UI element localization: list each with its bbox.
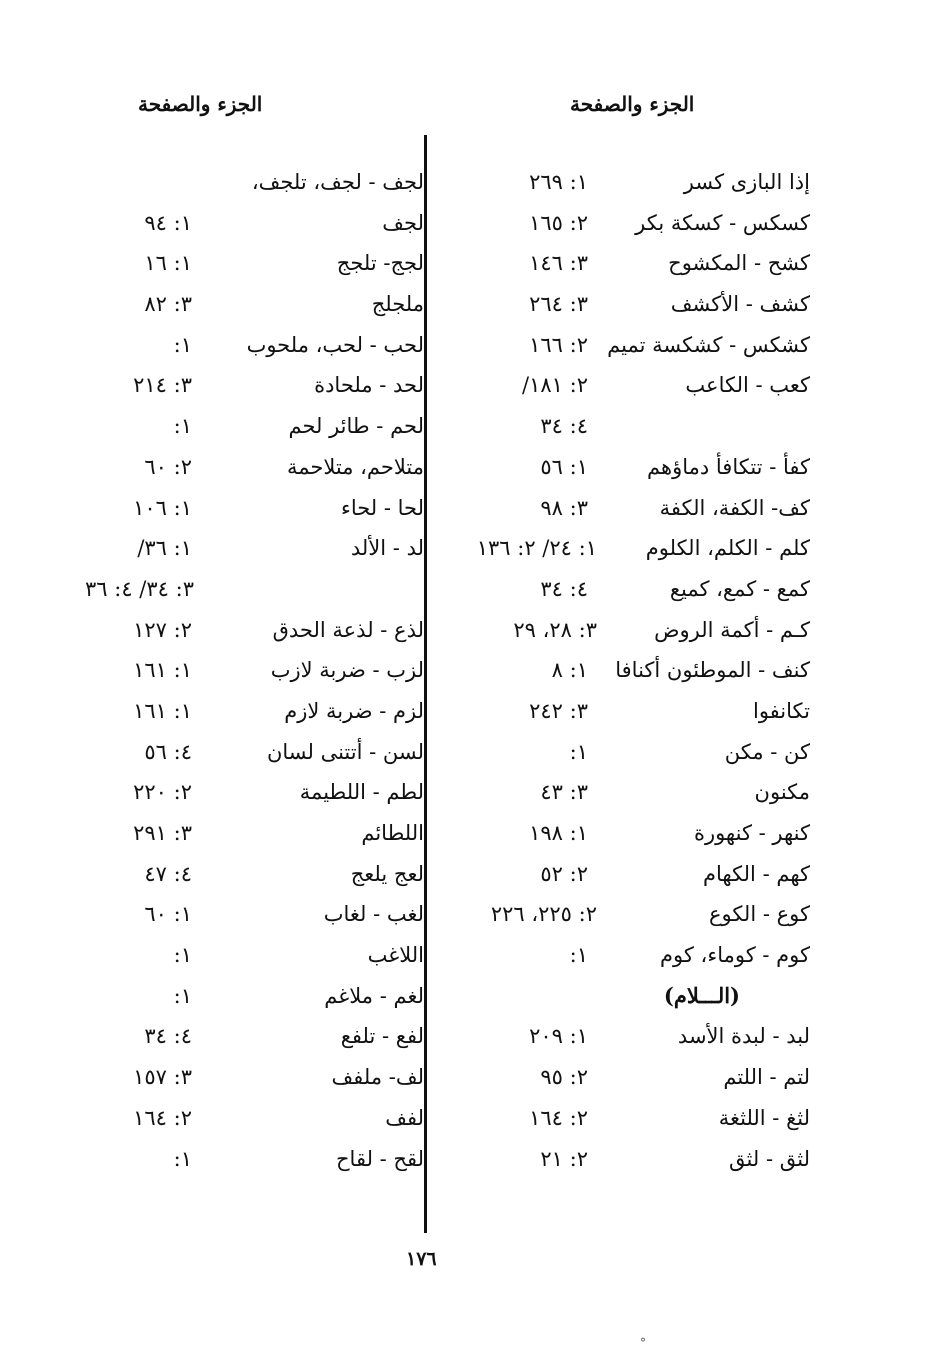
entry-volume-page: ٤: ٣٤ bbox=[540, 576, 588, 601]
entry-term: ملجلج bbox=[371, 292, 424, 317]
entry-term: لثغ - اللثغة bbox=[718, 1105, 810, 1130]
entry-volume-page: ١: bbox=[569, 739, 588, 764]
right-index-column bbox=[440, 162, 810, 1179]
entry-term: لجج- تلجج bbox=[336, 251, 424, 276]
right-index-entry bbox=[440, 976, 810, 1017]
right-index-entry bbox=[440, 1016, 810, 1057]
left-index-entry bbox=[60, 569, 424, 610]
entry-term: كنهر - كنهورة bbox=[693, 821, 810, 845]
entry-term: لثق - لثق bbox=[729, 1146, 810, 1171]
entry-volume-page: ٣: ٨٢ bbox=[144, 292, 192, 317]
entry-term: لحد - ملحادة bbox=[314, 373, 424, 398]
left-index-entry bbox=[60, 691, 424, 732]
left-index-entry bbox=[60, 1016, 424, 1057]
entry-volume-page: ١: ١٦١ bbox=[133, 658, 192, 683]
entry-volume-page: ٣: ١٤٦ bbox=[529, 251, 588, 276]
entry-volume-page: ٢: ٦٠ bbox=[144, 454, 192, 479]
left-index-entry bbox=[60, 610, 424, 651]
entry-volume-page: ٣: ٢٩١ bbox=[133, 821, 192, 845]
left-index-entry bbox=[60, 325, 424, 366]
right-index-entry bbox=[440, 528, 810, 569]
entry-volume-page: ١: bbox=[173, 1146, 192, 1171]
entry-term: تكانفوا bbox=[753, 698, 810, 723]
entry-term: كوع - الكوع bbox=[708, 902, 810, 927]
entry-volume-page: ١: ٢٦٩ bbox=[529, 170, 588, 194]
left-index-entry bbox=[60, 243, 424, 284]
entry-volume-page: ٣: ٩٨ bbox=[540, 495, 588, 520]
left-index-entry bbox=[60, 772, 424, 813]
left-index-entry bbox=[60, 732, 424, 773]
entry-term: لبد - لبدة الأسد bbox=[677, 1024, 810, 1049]
entry-term: كنف - الموطئون أكنافا bbox=[615, 658, 810, 683]
entry-term: متلاحم، متلاحمة bbox=[286, 454, 424, 479]
entry-volume-page: ٣: ٤٣ bbox=[540, 780, 588, 805]
entry-term: لسن - أتتنى لسان bbox=[266, 739, 424, 764]
entry-volume-page: ١: bbox=[569, 943, 588, 968]
entry-term: لطم - اللطيمة bbox=[299, 780, 424, 805]
entry-term: لفع - تلفع bbox=[340, 1024, 424, 1049]
entry-term: كمع - كمع، كميع bbox=[669, 576, 810, 601]
entry-term: كـم - أكمة الروض bbox=[654, 617, 810, 642]
entry-volume-page: ١: ١٦١ bbox=[133, 698, 192, 723]
left-index-entry bbox=[60, 854, 424, 895]
entry-volume-page: ٢: ٢٢٥، ٢٢٦ bbox=[490, 902, 597, 927]
right-index-entry bbox=[440, 610, 810, 651]
left-index-entry bbox=[60, 650, 424, 691]
entry-volume-page: ١: bbox=[173, 414, 192, 439]
right-index-entry bbox=[440, 650, 810, 691]
right-index-entry bbox=[440, 488, 810, 529]
entry-term: اللطائم bbox=[361, 821, 424, 845]
right-index-entry bbox=[440, 365, 810, 406]
right-index-entry bbox=[440, 243, 810, 284]
entry-volume-page: ١: ٥٦ bbox=[540, 454, 588, 479]
right-index-entry bbox=[440, 894, 810, 935]
section-heading: (الـــلام) bbox=[663, 982, 740, 1008]
entry-volume-page: ٣: ٣٤/ ٤: ٣٦ bbox=[85, 576, 194, 601]
right-column-header: الجزء والصفحة bbox=[570, 92, 695, 116]
entry-term: لجف - لجف، تلجف، bbox=[251, 170, 424, 194]
right-index-entry bbox=[440, 772, 810, 813]
left-index-entry bbox=[60, 935, 424, 976]
entry-volume-page: ١: ٩٤ bbox=[144, 210, 192, 235]
left-index-entry bbox=[60, 203, 424, 244]
entry-volume-page: ٢: ١٨١/ bbox=[522, 373, 588, 398]
column-divider bbox=[424, 135, 427, 1233]
entry-volume-page: ١: ٢٤/ ٢: ١٣٦ bbox=[476, 536, 597, 561]
entry-volume-page: ٣: ٢٦٤ bbox=[529, 292, 588, 317]
entry-volume-page: ١: bbox=[173, 332, 192, 357]
right-index-entry bbox=[440, 691, 810, 732]
right-index-entry bbox=[440, 447, 810, 488]
right-index-entry bbox=[440, 1139, 810, 1180]
right-index-entry bbox=[440, 854, 810, 895]
entry-term: إذا البازى كسر bbox=[683, 170, 810, 194]
left-index-entry bbox=[60, 447, 424, 488]
entry-term: كشكس - كشكسة تميم bbox=[607, 332, 810, 357]
entry-volume-page: ١: bbox=[173, 983, 192, 1008]
entry-term: كعب - الكاعب bbox=[685, 373, 810, 398]
entry-term: لد - الألد bbox=[350, 536, 424, 561]
left-index-entry bbox=[60, 365, 424, 406]
entry-volume-page: ١: ١٠٦ bbox=[133, 495, 192, 520]
entry-term: لزب - ضربة لازب bbox=[270, 658, 424, 683]
left-column-header: الجزء والصفحة bbox=[138, 92, 263, 116]
right-index-entry bbox=[440, 325, 810, 366]
entry-term: اللاغب bbox=[367, 943, 424, 968]
entry-volume-page: ١: ٢٠٩ bbox=[529, 1024, 588, 1049]
entry-term: لجف bbox=[382, 210, 424, 235]
entry-volume-page: ١: bbox=[173, 943, 192, 968]
left-index-entry bbox=[60, 406, 424, 447]
entry-term: كوم - كوماء، كوم bbox=[660, 943, 810, 968]
entry-volume-page: ١: ٣٦/ bbox=[137, 536, 192, 561]
entry-term: كشح - المكشوح bbox=[668, 251, 810, 276]
entry-volume-page: ٤: ٣٤ bbox=[144, 1024, 192, 1049]
right-index-entry bbox=[440, 1098, 810, 1139]
entry-term: لغم - ملاغم bbox=[324, 983, 424, 1008]
right-index-entry bbox=[440, 569, 810, 610]
left-index-entry bbox=[60, 976, 424, 1017]
right-index-entry bbox=[440, 1057, 810, 1098]
entry-volume-page: ٣: ٢٨، ٢٩ bbox=[513, 617, 597, 642]
entry-volume-page: ٢: ١٢٧ bbox=[133, 617, 192, 642]
entry-term: كف- الكفة، الكفة bbox=[659, 495, 810, 520]
entry-volume-page: ٢: ١٦٤ bbox=[529, 1105, 588, 1130]
entry-volume-page: ٢: ٢١ bbox=[540, 1146, 588, 1171]
entry-volume-page: ٤: ٤٧ bbox=[144, 861, 192, 886]
entry-term: لحم - طائر لحم bbox=[288, 414, 424, 439]
entry-term: كن - مكن bbox=[724, 739, 810, 764]
entry-term: لعج يلعج bbox=[350, 861, 424, 886]
right-index-entry bbox=[440, 203, 810, 244]
left-index-entry bbox=[60, 813, 424, 854]
left-index-entry bbox=[60, 528, 424, 569]
entry-term: كسكس - كسكة بكر bbox=[635, 210, 810, 235]
left-index-entry bbox=[60, 1098, 424, 1139]
entry-term: لف- ملفف bbox=[331, 1065, 424, 1090]
right-index-entry bbox=[440, 813, 810, 854]
entry-term: لحا - لحاء bbox=[340, 495, 424, 520]
entry-term: لتم - اللتم bbox=[723, 1065, 810, 1090]
right-index-entry bbox=[440, 162, 810, 203]
entry-term: كهم - الكهام bbox=[702, 861, 810, 886]
entry-volume-page: ٤: ٥٦ bbox=[144, 739, 192, 764]
entry-volume-page: ٢: ٥٢ bbox=[540, 861, 588, 886]
entry-term: لغب - لغاب bbox=[323, 902, 424, 927]
left-index-entry bbox=[60, 1139, 424, 1180]
right-index-entry bbox=[440, 406, 810, 447]
left-index-entry bbox=[60, 1057, 424, 1098]
entry-term: كشف - الأكشف bbox=[670, 292, 810, 317]
entry-volume-page: ٣: ٢٤٢ bbox=[529, 698, 588, 723]
entry-term: كلم - الكلم، الكلوم bbox=[645, 536, 810, 561]
entry-term: لزم - ضربة لازم bbox=[284, 698, 424, 723]
left-index-entry bbox=[60, 284, 424, 325]
left-index-column bbox=[60, 162, 424, 1179]
left-index-entry bbox=[60, 894, 424, 935]
entry-term: كفأ - تتكافأ دماؤهم bbox=[647, 454, 810, 479]
page-number: ١٧٦ bbox=[406, 1248, 437, 1270]
entry-volume-page: ٤: ٣٤ bbox=[540, 414, 588, 439]
entry-volume-page: ٢: ٩٥ bbox=[540, 1065, 588, 1090]
entry-volume-page: ١: ٦٠ bbox=[144, 902, 192, 927]
entry-volume-page: ١: ٨ bbox=[551, 658, 588, 683]
scan-speck: ° bbox=[640, 1336, 646, 1350]
entry-volume-page: ٢: ١٦٦ bbox=[529, 332, 588, 357]
entry-volume-page: ٢: ١٦٤ bbox=[133, 1105, 192, 1130]
entry-volume-page: ٣: ٢١٤ bbox=[133, 373, 192, 398]
entry-term: مكنون bbox=[754, 780, 810, 805]
left-index-entry bbox=[60, 162, 424, 203]
entry-term: لذع - لذعة الحدق bbox=[272, 617, 424, 642]
right-index-entry bbox=[440, 284, 810, 325]
entry-volume-page: ٢: ١٦٥ bbox=[529, 210, 588, 235]
entry-volume-page: ١: ١٩٨ bbox=[529, 821, 588, 845]
entry-term: لفف bbox=[385, 1105, 424, 1130]
entry-volume-page: ١: ١٦ bbox=[144, 251, 192, 276]
entry-volume-page: ٣: ١٥٧ bbox=[133, 1065, 192, 1090]
entry-term: لحب - لحب، ملحوب bbox=[246, 332, 424, 357]
entry-term: لقح - لقاح bbox=[336, 1146, 424, 1171]
right-index-entry bbox=[440, 732, 810, 773]
entry-volume-page: ٢: ٢٢٠ bbox=[133, 780, 192, 805]
right-index-entry bbox=[440, 935, 810, 976]
left-index-entry bbox=[60, 488, 424, 529]
